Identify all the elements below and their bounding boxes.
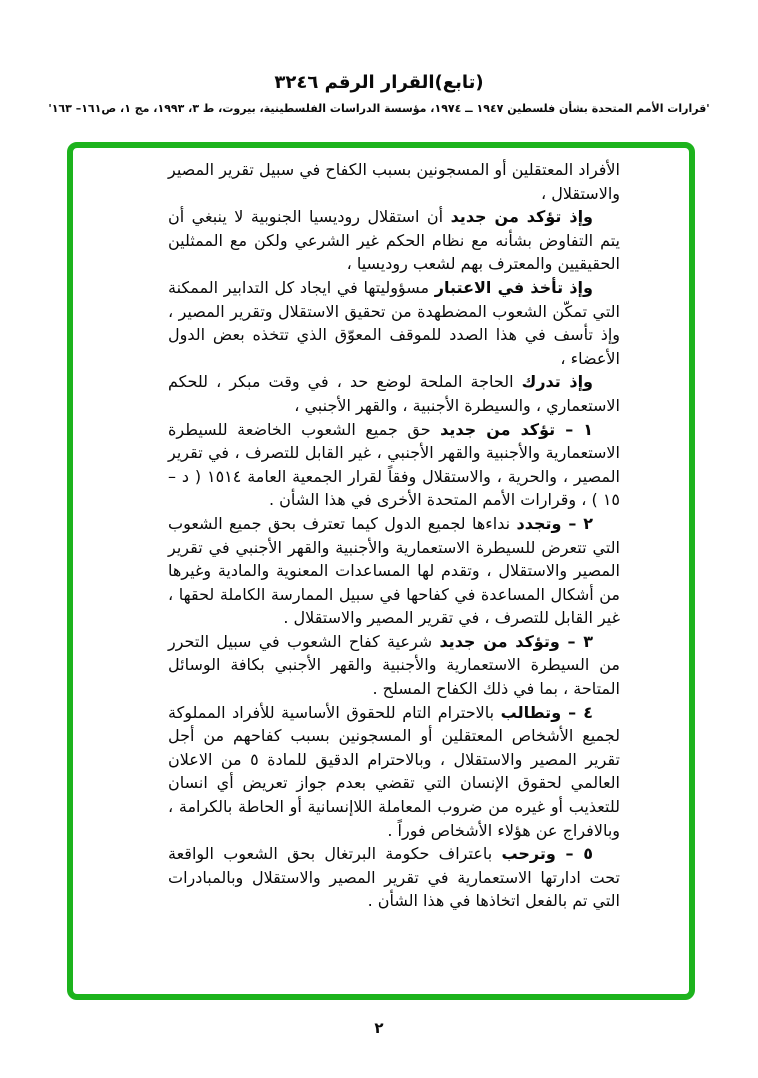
paragraph-9-lead: ٥ – وترحب bbox=[501, 844, 594, 864]
page-title: (تابع)القرار الرقم ٣٢٤٦ bbox=[274, 72, 484, 93]
paragraph-8-lead: ٤ – وتطالب bbox=[500, 702, 593, 722]
paragraph-3-lead: وإذ تأخذ في الاعتبار bbox=[434, 277, 593, 297]
paragraph-4: وإذ تدرك الحاجة الملحة لوضع حد ، في وقت مبكر ، للحكم الاستعماري ، والسيطرة الأجنبية ، والقهر الأجنبي ، bbox=[168, 372, 620, 415]
paragraph-5: ١ – تؤكد من جديد حق جميع الشعوب الخاضعة للسيطرة الاستعمارية والأجنبية والقهر الأجنبي ، غير القابل للتصرف ، في تقرير المصير ، والحرية ، والاستقلال وفقاً لقرار الجمعية العامة ١٥١٤ ( د – ١٥ ) ، وقرارات الأمم المتحدة الأخرى في هذا الشأن . bbox=[168, 419, 620, 510]
paragraph-2-lead: وإذ تؤكد من جديد bbox=[450, 207, 593, 227]
paragraph-1: الأفراد المعتقلين أو المسجونين بسبب الكفاح في سبيل تقرير المصير والاستقلال ، bbox=[168, 160, 620, 203]
paragraph-5-lead: ١ – تؤكد من جديد bbox=[440, 419, 593, 439]
source-citation-line: 'قرارات الأمم المتحدة بشأن فلسطين ١٩٤٧ ــ ١٩٧٤، مؤسسة الدراسات الفلسطينية، بيروت، ط ٣، ١٩٩٣، مج ١، ص١٦١– ١٦٣' bbox=[48, 102, 710, 115]
paragraph-7-lead: ٣ – وتؤكد من جديد bbox=[439, 631, 593, 651]
page-number: ٢ bbox=[374, 1019, 384, 1037]
paragraph-6-lead: ٢ – وتجدد bbox=[516, 513, 594, 533]
paragraph-2: وإذ تؤكد من جديد أن استقلال روديسيا الجنوبية لا ينبغي أن يتم التفاوض بشأنه مع نظام الحكم غير الشرعي ولكن مع الممثلين الحقيقيين والمعترف بهم لشعب روديسيا ، bbox=[168, 207, 620, 274]
paragraph-4-lead: وإذ تدرك bbox=[521, 372, 593, 392]
paragraph-6: ٢ – وتجدد نداءها لجميع الدول كيما تعترف بحق جميع الشعوب التي تتعرض للسيطرة الاستعمارية والأجنبية والقهر الأجنبي في تقرير المصير والاستقلال ، وتقدم لها المساعدات المعنوية والمادية وغيرها من أشكال المساعدة في كفاحها في سبيل الممارسة الكاملة لحقها ، غير القابل للتصرف ، في تقرير المصير والاستقلال . bbox=[168, 513, 620, 628]
paragraph-3: وإذ تأخذ في الاعتبار مسؤوليتها في ايجاد كل التدابير الممكنة التي تمكّن الشعوب المضطهدة من تحقيق الاستقلال وتقرير المصير ، وإذ تأسف في هذا الصدد للموقف المعوّق الذي تتخذه بعض الدول الأعضاء ، bbox=[168, 277, 620, 368]
paragraph-7: ٣ – وتؤكد من جديد شرعية كفاح الشعوب في سبيل التحرر من السيطرة الاستعمارية والأجنبية والقهر الأجنبي بكافة الوسائل المتاحة ، بما في ذلك الكفاح المسلح . bbox=[168, 631, 620, 699]
paragraph-9: ٥ – وترحب باعتراف حكومة البرتغال بحق الشعوب الواقعة تحت ادارتها الاستعمارية في تقرير المصير والاستقلال وبالمبادرات التي تم بالفعل اتخاذها في هذا الشأن . bbox=[168, 844, 620, 911]
paragraph-8: ٤ – وتطالب بالاحترام التام للحقوق الأساسية للأفراد المملوكة لجميع الأشخاص المعتقلين أو المسجونين بسبب كفاحهم من أجل تقرير المصير والاستقلال ، وبالاحترام الدقيق للمادة ٥ من الاعلان العالمي لحقوق الإنسان التي تقضي بعدم جواز تعريض أي انسان للتعذيب أو غيره من ضروب المعاملة اللاإنسانية أو الحاطة بالكرامة ، وبالافراج عن هؤلاء الأشخاص فوراً . bbox=[168, 702, 620, 840]
resolution-text-block bbox=[168, 158, 620, 913]
